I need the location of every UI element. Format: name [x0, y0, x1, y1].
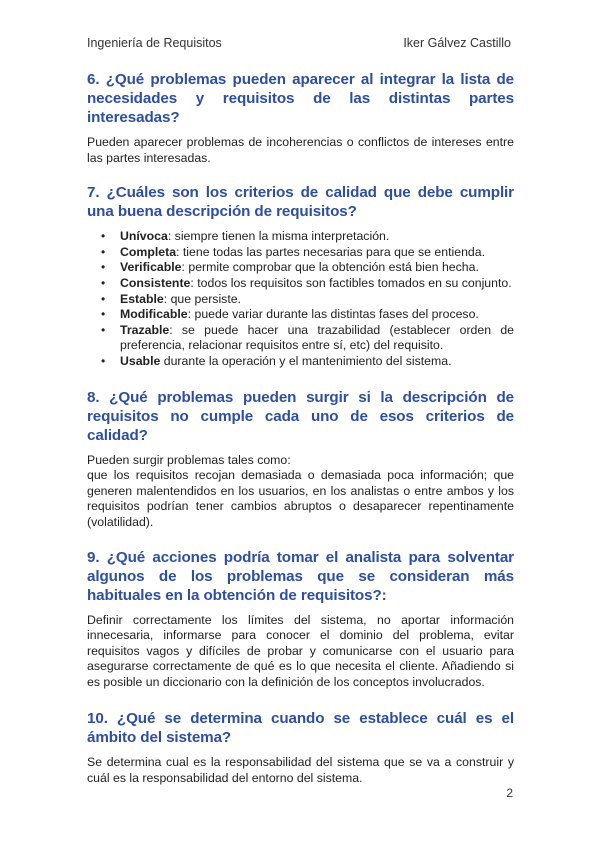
list-item: [87, 354, 514, 370]
section-10: [87, 709, 514, 786]
section-title: 7. ¿Cuáles son los criterios de calidad que debe cumplir una buena descripción de requisitos?: [87, 184, 514, 221]
list-item-text: : tiene todas las partes necesarias para que se entienda.: [176, 244, 486, 259]
list-item-term: Estable: [120, 291, 164, 306]
list-item: [87, 292, 514, 308]
section-title: 8. ¿Qué problemas pueden surgir si la descripción de requisitos no cumple cada uno de esos criterios de calidad?: [87, 388, 514, 444]
list-item-term: Verificable: [120, 260, 182, 275]
list-item-text: durante la operación y el mantenimiento del sistema.: [160, 353, 452, 368]
list-item: [87, 229, 514, 245]
section-title: 9. ¿Qué acciones podría tomar el analista para solventar algunos de los problemas que se consideran más habituales en la obtención de requisitos?:: [87, 548, 514, 604]
header-left: Ingeniería de Requisitos: [87, 36, 222, 50]
list-item-text: : permite comprobar que la obtención está bien hecha.: [181, 260, 479, 275]
section-paragraph: Definir correctamente los límites del sistema, no aportar información innecesaria, informarse para conocer el dominio del problema, evitar requisitos vagos y difíciles de probar y comunicarse con el usuario para asegurarse correctamente de qué es lo que necesita el cliente. Añadiendo si es posible un diccionario con la definición de los conceptos involucrados.: [87, 612, 514, 689]
list-item-text: : siempre tienen la misma interpretación.: [167, 229, 390, 244]
list-item: [87, 276, 514, 292]
list-item: [87, 323, 514, 354]
section-title: 6. ¿Qué problemas pueden aparecer al integrar la lista de necesidades y requisitos de las distintas partes interesadas?: [87, 71, 514, 126]
section-paragraph: Pueden aparecer problemas de incoherencias o conflictos de intereses entre las partes interesadas.: [87, 135, 514, 165]
list-item-text: : todos los requisitos son factibles tomados en su conjunto.: [190, 275, 512, 290]
list-item-term: Modificable: [120, 307, 188, 322]
list-item-term: Trazable: [120, 322, 170, 337]
list-item-text: : que persiste.: [163, 291, 241, 306]
section-8: [87, 388, 514, 531]
list-item-term: Consistente: [120, 275, 191, 290]
header-right: Iker Gálvez Castillo: [403, 36, 511, 50]
page-number: 2: [506, 786, 513, 800]
page-content: [87, 70, 514, 804]
section-paragraph: Pueden surgir problemas tales como:: [87, 452, 291, 467]
list-item: [87, 307, 514, 323]
section-paragraph: que los requisitos recojan demasiada o demasiada poca información; que generen malentendidos en los usuarios, en los analistas o entre ambos y los requisitos podrían tener cambios abruptos o desaparecer repentinamente (volatilidad).: [87, 468, 514, 529]
criteria-list: [87, 229, 514, 369]
list-item-text: : se puede hacer una trazabilidad (establecer orden de preferencia, relacionar requisitos entre sí, etc) del requisito.: [120, 322, 514, 353]
list-item-text: : puede variar durante las distintas fases del proceso.: [187, 307, 479, 322]
list-item: [87, 245, 514, 261]
section-9: [87, 548, 514, 691]
section-paragraph: Se determina cual es la responsabilidad del sistema que se va a construir y cuál es la responsabilidad del entorno del sistema.: [87, 755, 514, 786]
list-item-term: Unívoca: [120, 229, 168, 244]
list-item: [87, 260, 514, 276]
section-title: 10. ¿Qué se determina cuando se establece cuál es el ámbito del sistema?: [87, 710, 514, 747]
list-item-term: Completa: [120, 244, 177, 259]
section-6: [87, 70, 514, 166]
list-item-term: Usable: [120, 353, 161, 368]
section-7: [87, 183, 514, 369]
